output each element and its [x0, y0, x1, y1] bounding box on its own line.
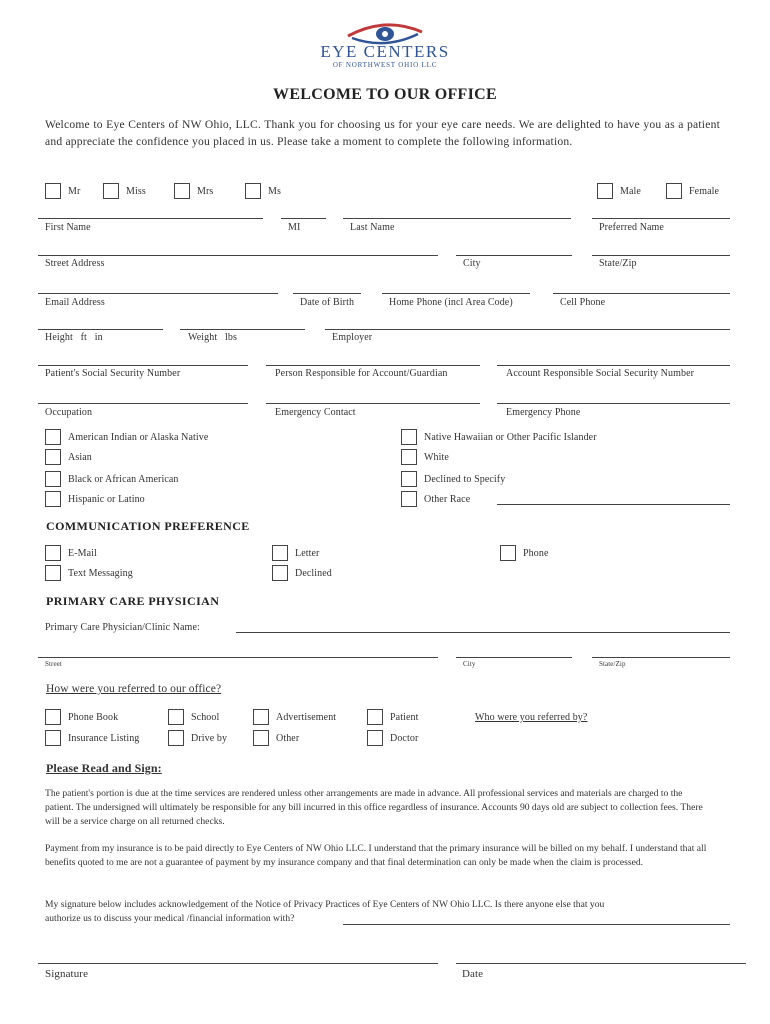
pcp-state-zip-field[interactable] — [592, 657, 730, 658]
emergency-contact-label: Emergency Contact — [275, 407, 356, 418]
mr-checkbox[interactable] — [45, 183, 61, 199]
height-label: Height ft in — [45, 332, 103, 343]
declined-pref-checkbox[interactable] — [272, 565, 288, 581]
preferred-name-field[interactable] — [592, 218, 730, 219]
logo-subtext: OF NORTHWEST OHIO LLC — [332, 61, 438, 69]
male-label: Male — [620, 186, 641, 197]
pcp-clinic-field[interactable] — [236, 632, 730, 633]
insurance-listing-label: Insurance Listing — [68, 733, 140, 744]
mi-label: MI — [288, 222, 301, 233]
who-referred-label: Who were you referred by? — [475, 712, 588, 723]
other-referral-checkbox[interactable] — [253, 730, 269, 746]
patient-referral-label: Patient — [390, 712, 419, 723]
advertisement-label: Advertisement — [276, 712, 337, 723]
email-label: Email Address — [45, 297, 105, 308]
pcp-city-label: City — [463, 660, 476, 668]
other-race-checkbox[interactable] — [401, 491, 417, 507]
email-pref-label: E-Mail — [68, 548, 97, 559]
miss-label: Miss — [126, 186, 146, 197]
pcp-city-field[interactable] — [456, 657, 572, 658]
signature-field[interactable] — [38, 963, 438, 964]
text-pref-checkbox[interactable] — [45, 565, 61, 581]
american-indian-checkbox[interactable] — [45, 429, 61, 445]
other-race-label: Other Race — [424, 494, 471, 505]
insurance-paragraph: Payment from my insurance is to be paid directly to Eye Centers of NW Ohio LLC. I understand that the primary insurance will be billed on my behalf. I understand that all benefits quoted to me are not a guarantee of payment by my insurance company and that final determination can only be made when the claim is processed. — [45, 843, 707, 868]
cell-phone-field[interactable] — [553, 293, 730, 294]
preferred-name-label: Preferred Name — [599, 222, 664, 233]
first-name-field[interactable] — [38, 218, 263, 219]
patient-referral-checkbox[interactable] — [367, 709, 383, 725]
pcp-state-zip-label: State/Zip — [599, 660, 626, 668]
state-zip-field[interactable] — [592, 255, 730, 256]
female-checkbox[interactable] — [666, 183, 682, 199]
pcp-clinic-label: Primary Care Physician/Clinic Name: — [45, 622, 200, 633]
other-referral-label: Other — [276, 733, 300, 744]
hispanic-checkbox[interactable] — [45, 491, 61, 507]
responsible-ssn-label: Account Responsible Social Security Number — [506, 368, 695, 379]
black-label: Black or African American — [68, 474, 179, 485]
drive-by-checkbox[interactable] — [168, 730, 184, 746]
occupation-field[interactable] — [38, 403, 248, 404]
sign-heading: Please Read and Sign: — [46, 761, 162, 775]
drive-by-label: Drive by — [191, 733, 228, 744]
letter-pref-label: Letter — [295, 548, 320, 559]
asian-label: Asian — [68, 452, 92, 463]
intro-text: Welcome to Eye Centers of NW Ohio, LLC. Thank you for choosing us for your eye care needs. We are delighted to have you as a patient and appreciate the confidence you placed in us. Please take a moment to complete the following information. — [45, 118, 720, 148]
street-address-field[interactable] — [38, 255, 438, 256]
home-phone-field[interactable] — [382, 293, 530, 294]
white-checkbox[interactable] — [401, 449, 417, 465]
pcp-heading: PRIMARY CARE PHYSICIAN — [46, 594, 220, 608]
ssn-field[interactable] — [38, 365, 248, 366]
responsible-ssn-field[interactable] — [497, 365, 730, 366]
date-label: Date — [462, 968, 484, 980]
referral-heading: How were you referred to our office? — [46, 683, 222, 695]
ms-checkbox[interactable] — [245, 183, 261, 199]
state-zip-label: State/Zip — [599, 258, 637, 269]
privacy-paragraph — [45, 898, 710, 926]
payment-paragraph: The patient's portion is due at the time services are rendered unless other arrangements are made in advance. All professional services and materials are charged to the patient. The undersigned will ultimately be responsible for any bill incurred in this office regardless of insurance. Accounts 90 days old are subject to collection fees. There will be a service charge on all returned checks. — [45, 788, 703, 827]
black-checkbox[interactable] — [45, 471, 61, 487]
mr-label: Mr — [68, 186, 81, 197]
hawaiian-label: Native Hawaiian or Other Pacific Islander — [424, 432, 597, 443]
hispanic-label: Hispanic or Latino — [68, 494, 145, 505]
cell-phone-label: Cell Phone — [560, 297, 606, 308]
american-indian-label: American Indian or Alaska Native — [68, 432, 209, 443]
doctor-referral-label: Doctor — [390, 733, 419, 744]
employer-label: Employer — [332, 332, 373, 343]
city-field[interactable] — [456, 255, 572, 256]
ssn-label: Patient's Social Security Number — [45, 368, 181, 379]
miss-checkbox[interactable] — [103, 183, 119, 199]
text-pref-label: Text Messaging — [68, 568, 133, 579]
school-label: School — [191, 712, 220, 723]
letter-pref-checkbox[interactable] — [272, 545, 288, 561]
declined-pref-label: Declined — [295, 568, 332, 579]
school-checkbox[interactable] — [168, 709, 184, 725]
advertisement-checkbox[interactable] — [253, 709, 269, 725]
logo — [300, 20, 470, 70]
declined-race-label: Declined to Specify — [424, 474, 506, 485]
authorized-person-field[interactable] — [343, 924, 730, 925]
weight-label: Weight lbs — [188, 332, 238, 343]
asian-checkbox[interactable] — [45, 449, 61, 465]
logo-text: EYE CENTERS — [320, 42, 450, 61]
city-label: City — [463, 258, 481, 269]
white-label: White — [424, 452, 449, 463]
phone-book-checkbox[interactable] — [45, 709, 61, 725]
mi-field[interactable] — [281, 218, 326, 219]
emergency-phone-label: Emergency Phone — [506, 407, 581, 418]
employer-field[interactable] — [325, 329, 730, 330]
signature-label: Signature — [45, 968, 89, 980]
pcp-street-label: Street — [45, 660, 62, 668]
first-name-label: First Name — [45, 222, 91, 233]
dob-label: Date of Birth — [300, 297, 355, 308]
height-field[interactable] — [38, 329, 163, 330]
responsible-label: Person Responsible for Account/Guardian — [275, 368, 448, 379]
weight-field[interactable] — [180, 329, 305, 330]
dob-field[interactable] — [293, 293, 361, 294]
home-phone-label: Home Phone (incl Area Code) — [389, 297, 513, 308]
phone-pref-label: Phone — [523, 548, 549, 559]
other-race-field[interactable] — [497, 504, 730, 505]
communication-heading: COMMUNICATION PREFERENCE — [46, 519, 250, 533]
email-field[interactable] — [38, 293, 278, 294]
occupation-label: Occupation — [45, 407, 93, 418]
privacy-text-line1: My signature below includes acknowledgement of the Notice of Privacy Practices of Eye Centers of NW Ohio LLC. Is there anyone else that you — [45, 899, 605, 910]
emergency-phone-field[interactable] — [497, 403, 730, 404]
privacy-text-line2: authorize us to discuss your medical /financial information with? — [45, 913, 295, 924]
hawaiian-checkbox[interactable] — [401, 429, 417, 445]
last-name-label: Last Name — [350, 222, 395, 233]
insurance-listing-checkbox[interactable] — [45, 730, 61, 746]
pcp-street-field[interactable] — [38, 657, 438, 658]
responsible-field[interactable] — [266, 365, 480, 366]
emergency-contact-field[interactable] — [266, 403, 480, 404]
date-field[interactable] — [456, 963, 746, 964]
female-label: Female — [689, 186, 720, 197]
ms-label: Ms — [268, 186, 281, 197]
declined-race-checkbox[interactable] — [401, 471, 417, 487]
mrs-checkbox[interactable] — [174, 183, 190, 199]
last-name-field[interactable] — [343, 218, 571, 219]
mrs-label: Mrs — [197, 186, 214, 197]
male-checkbox[interactable] — [597, 183, 613, 199]
doctor-referral-checkbox[interactable] — [367, 730, 383, 746]
phone-book-label: Phone Book — [68, 712, 119, 723]
phone-pref-checkbox[interactable] — [500, 545, 516, 561]
email-pref-checkbox[interactable] — [45, 545, 61, 561]
page-title: WELCOME TO OUR OFFICE — [273, 86, 497, 103]
street-address-label: Street Address — [45, 258, 105, 269]
